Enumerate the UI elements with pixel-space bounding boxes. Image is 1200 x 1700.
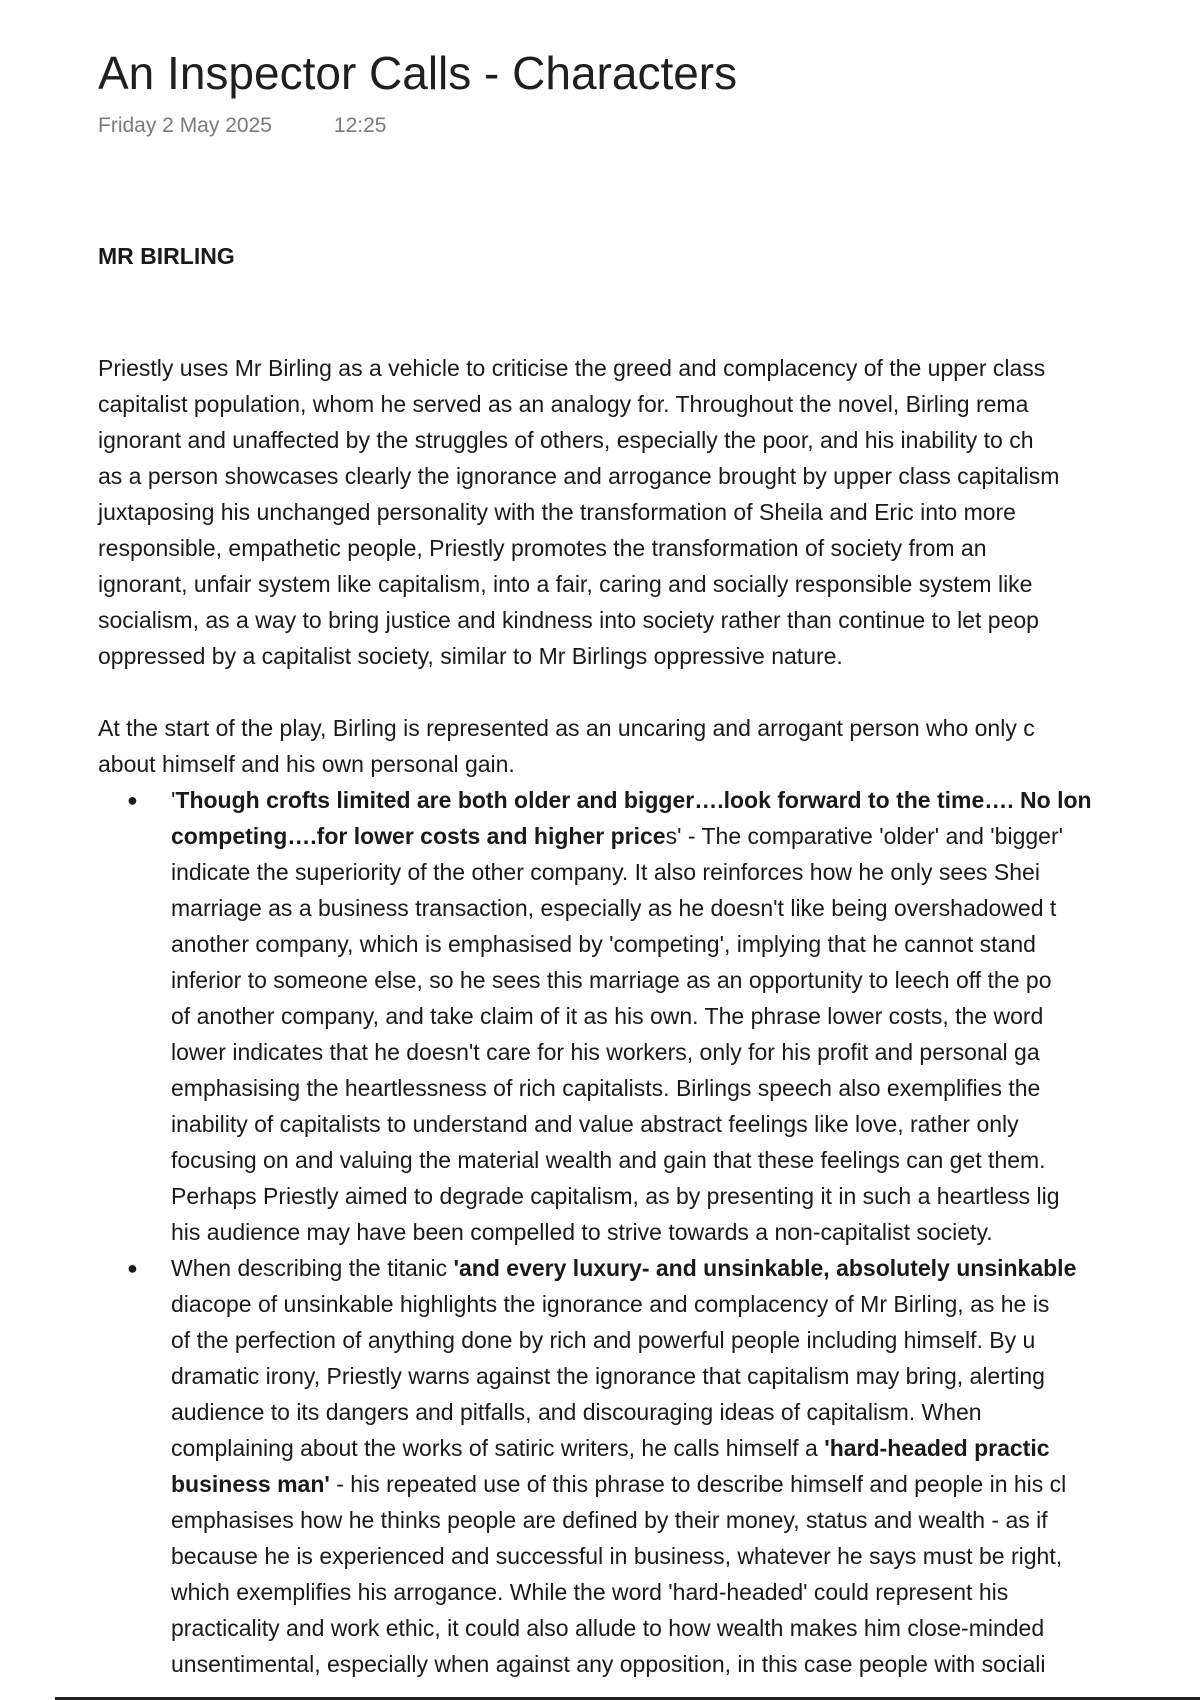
bullet-line: which exemplifies his arrogance. While the word 'hard-headed' could represent his [171,1579,1009,1605]
quote-text: 'hard-headed practic [824,1435,1050,1461]
quote-text: business man' [171,1471,330,1497]
note-body [98,350,1200,1682]
bullet-line: because he is experienced and successful in business, whatever he says must be right, [171,1543,1063,1569]
intro-line: responsible, empathetic people, Priestly promotes the transformation of society from an [98,535,987,561]
quote-text: competing….for lower costs and higher price [171,823,666,849]
section-heading: MR BIRLING [98,243,235,269]
bullet-line: his audience may have been compelled to strive towards a non-capitalist society. [171,1219,993,1245]
bullet-item-quote-crofts [98,782,1200,1250]
intro-line: socialism, as a way to bring justice and kindness into society rather than continue to let peop [98,607,1039,633]
bullet-line: diacope of unsinkable highlights the ignorance and complacency of Mr Birling, as he is [171,1291,1050,1317]
quote-text: Though crofts limited are both older and bigger….look forward to the time…. No lon [175,787,1092,813]
bullet-line: marriage as a business transaction, especially as he doesn't like being overshadowed t [171,895,1057,921]
bullet-line [171,1430,1200,1466]
bullet-line: unsentimental, especially when against any opposition, in this case people with sociali [171,1651,1046,1677]
bullet-line [171,818,1200,854]
intro-line: Priestly uses Mr Birling as a vehicle to criticise the greed and complacency of the upper class [98,355,1046,381]
bullet-line: lower indicates that he doesn't care for his workers, only for his profit and personal ga [171,1039,1040,1065]
bullet-line: emphasises how he thinks people are defined by their money, status and wealth - as if [171,1507,1048,1533]
text-run: ' [171,787,176,813]
bullet-line: inability of capitalists to understand and value abstract feelings like love, rather only [171,1111,1019,1137]
start-line: At the start of the play, Birling is represented as an uncaring and arrogant person who only c [98,715,1035,741]
bullet-list [98,782,1200,1682]
bullet-line: inferior to someone else, so he sees this marriage as an opportunity to leech off the po [171,967,1052,993]
bullet-dot-icon: ● [127,790,138,810]
text-run: complaining about the works of satiric writers, he calls himself a [171,1435,825,1461]
start-line: about himself and his own personal gain. [98,751,515,777]
page-title: An Inspector Calls - Characters [98,47,738,99]
intro-line: juxtaposing his unchanged personality with the transformation of Sheila and Eric into more [98,499,1016,525]
bullet-line: another company, which is emphasised by 'competing', implying that he cannot stand [171,931,1036,957]
bullet-line: of another company, and take claim of it as his own. The phrase lower costs, the word [171,1003,1044,1029]
bullet-line: indicate the superiority of the other company. It also reinforces how he only sees Shei [171,859,1040,885]
note-meta [98,114,1200,144]
intro-line: ignorant and unaffected by the struggles of others, especially the poor, and his inability to ch [98,427,1034,453]
bullet-line: emphasising the heartlessness of rich capitalists. Birlings speech also exemplifies the [171,1075,1041,1101]
bullet-line: practicality and work ethic, it could also allude to how wealth makes him close-minded [171,1615,1045,1641]
note-time: 12:25 [333,114,387,137]
bullet-line [171,782,1200,818]
bullet-line [171,1466,1200,1502]
text-run: - his repeated use of this phrase to describe himself and people in his cl [329,1471,1067,1497]
note-date: Friday 2 May 2025 [98,114,272,137]
bullet-line: Perhaps Priestly aimed to degrade capitalism, as by presenting it in such a heartless lig [171,1183,1060,1209]
text-run: When describing the titanic [171,1255,454,1281]
paragraph-gap [98,674,1200,710]
text-run: s' - The comparative 'older' and 'bigger' [665,823,1063,849]
bullet-line: focusing on and valuing the material wealth and gain that these feelings can get them. [171,1147,1046,1173]
bullet-line: audience to its dangers and pitfalls, and discouraging ideas of capitalism. When [171,1399,982,1425]
bullet-item-titanic [98,1250,1200,1682]
intro-line: as a person showcases clearly the ignorance and arrogance brought by upper class capitalism [98,463,1060,489]
intro-line: capitalist population, whom he served as an analogy for. Throughout the novel, Birling rema [98,391,1029,417]
bullet-dot-icon: ● [127,1258,138,1278]
bullet-line [171,1250,1200,1286]
bullet-line: of the perfection of anything done by rich and powerful people including himself. By u [171,1327,1036,1353]
note-page [98,38,1200,1677]
intro-line: ignorant, unfair system like capitalism, into a fair, caring and socially responsible system like [98,571,1033,597]
bullet-line: dramatic irony, Priestly warns against the ignorance that capitalism may bring, alerting [171,1363,1045,1389]
intro-paragraph [98,350,1200,674]
quote-text: 'and every luxury- and unsinkable, absolutely unsinkable [453,1255,1077,1281]
intro-line: oppressed by a capitalist society, similar to Mr Birlings oppressive nature. [98,643,843,669]
start-paragraph [98,710,1200,782]
